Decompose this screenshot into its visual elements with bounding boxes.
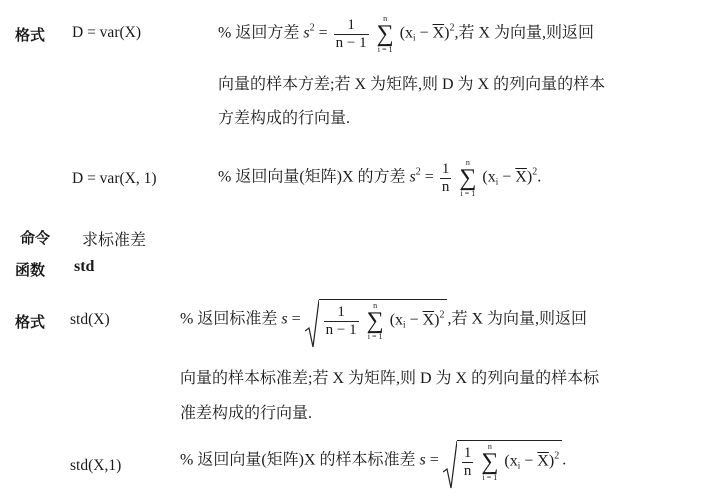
- var-desc-1-line-2: 向量的样本方差;若 X 为矩阵,则 D 为 X 的列向量的样本: [218, 76, 606, 93]
- std-desc-1-line-2: 向量的样本标准差;若 X 为矩阵,则 D 为 X 的列向量的样本标: [180, 370, 600, 387]
- std-desc-2-formula: % 返回向量(矩阵)X 的样本标准差 s = $\frac{1}{n}$ n ∑ i = 1 $(x_i - \overline{X})^2$ .: [180, 440, 566, 482]
- var-desc-2-formula: % 返回向量(矩阵)X 的方差 $s^2$ = $\frac{1}{n}$ n ∑ i = 1 $(x_i - \overline{X})^2$.: [218, 158, 542, 198]
- sqrt-sign-2: $\frac{1}{n}$ n ∑ i = 1 $(x_i - \overline{X})^2$: [443, 440, 562, 482]
- fraction-1-over-n-minus-1: $\frac{1}{n - 1}$: [335, 16, 367, 51]
- std-desc-1-formula: % 返回标准差 s = $\frac{1}{n - 1}$ n ∑ i = 1 $(x_i - \overline{X})^2$ ,若 X 为向量,则返回: [180, 299, 587, 341]
- command-text: 求标准差: [82, 232, 147, 249]
- fraction-1-over-n: $\frac{1}{n}$: [463, 444, 472, 479]
- fraction-1-over-n: $\frac{1}{n}$: [441, 160, 450, 195]
- sqrt-sign-1: $\frac{1}{n - 1}$ n ∑ i = 1 $(x_i - \overline{X})^2$: [305, 299, 448, 341]
- std-syntax-1: std(X): [70, 311, 110, 328]
- std-syntax-2: std(X,1): [70, 457, 122, 474]
- var-syntax-1: D = var(X): [72, 24, 141, 41]
- summation-sign: n ∑ i = 1: [366, 301, 384, 341]
- function-label: 函数: [15, 261, 46, 279]
- std-desc-1-line-3: 准差构成的行向量.: [180, 405, 313, 422]
- summation-sign: n ∑ i = 1: [481, 442, 499, 482]
- format-label-var: 格式: [15, 26, 46, 44]
- summation-sign: n ∑ i = 1: [376, 14, 394, 54]
- var-desc-1-line-3: 方差构成的行向量.: [218, 110, 351, 127]
- summation-sign: n ∑ i = 1: [459, 158, 477, 198]
- var-desc-1-formula: % 返回方差 $s^2$ = $\frac{1}{n - 1}$ n ∑ i = 1 $(x_i - \overline{X})^2$,若 X 为向量,则返回: [218, 14, 595, 54]
- format-label-std: 格式: [15, 313, 46, 331]
- function-name: std: [74, 258, 95, 275]
- command-label: 命令: [20, 229, 51, 247]
- fraction-1-over-n-minus-1: $\frac{1}{n - 1}$: [325, 303, 357, 338]
- var-syntax-2: D = var(X, 1): [72, 170, 157, 187]
